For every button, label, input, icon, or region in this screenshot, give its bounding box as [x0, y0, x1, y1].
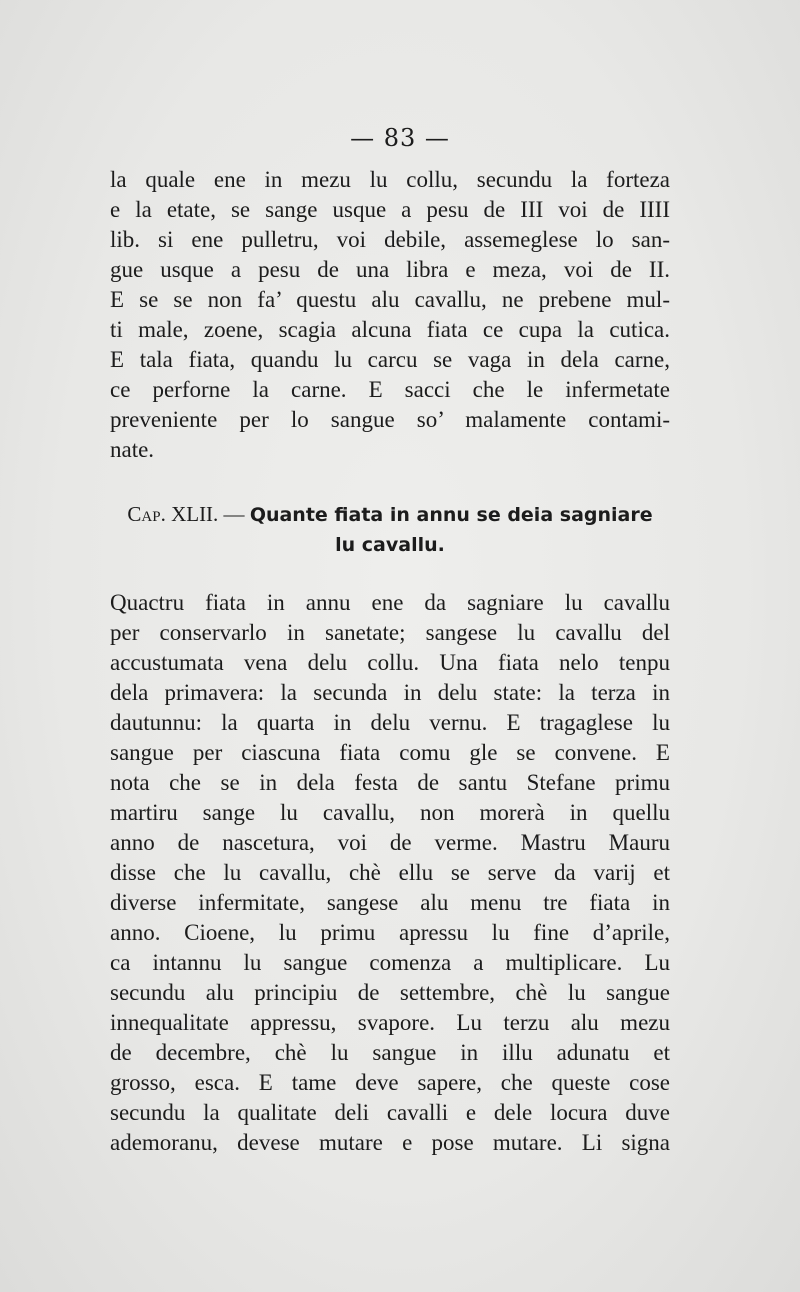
text-line: Quactru fiata in annu ene da sagniare lu cavallu [110, 590, 670, 615]
text-line: per conservarlo in sanetate; sangese lu cavallu del [110, 620, 670, 645]
text-line: anno de nascetura, voi de verme. Mastru Mauru [110, 830, 670, 855]
text-line: grosso, esca. E tame deve sapere, che queste cose [110, 1070, 670, 1095]
text-line: lib. si ene pulletru, voi debile, assemeglese lo san- [110, 227, 670, 252]
text-line: la quale ene in mezu lu collu, secundu la forteza [110, 167, 670, 192]
text-line: dela primavera: la secunda in delu state: la terza in [110, 680, 670, 705]
text-line: gue usque a pesu de una libra e meza, voi de II. [110, 257, 670, 282]
text-line: ademoranu, devese mutare e pose mutare. Li signa [110, 1130, 670, 1155]
text-line: accustumata vena delu collu. Una fiata nelo tenpu [110, 650, 670, 675]
text-line: secundu alu principiu de settembre, chè lu sangue [110, 980, 670, 1005]
chapter-paragraph [110, 588, 670, 1158]
text-line: martiru sange lu cavallu, non morerà in quellu [110, 800, 670, 825]
text-line: disse che lu cavallu, chè ellu se serve da varij et [110, 860, 670, 885]
page-number: — 83 — [350, 124, 450, 152]
chapter-heading [110, 500, 670, 560]
text-line: ti male, zoene, scagia alcuna fiata ce cupa la cutica. [110, 317, 670, 342]
text-line: sangue per ciascuna fiata comu gle se convene. E [110, 740, 670, 765]
text-line: ca intannu lu sangue comenza a multiplicare. Lu [110, 950, 670, 975]
text-line: ce perforne la carne. E sacci che le infermetate [110, 377, 670, 402]
chapter-title-line-1: Quante fiata in annu se deia sagniare [249, 504, 653, 526]
text-line: anno. Cioene, lu primu apressu lu fine d’aprile, [110, 920, 670, 945]
text-line: E tala fiata, quandu lu carcu se vaga in dela carne, [110, 347, 670, 372]
text-line: nota che se in dela festa de santu Stefane primu [110, 770, 670, 795]
text-line: innequalitate appressu, svapore. Lu terzu alu mezu [110, 1010, 670, 1035]
text-line: e la etate, se sange usque a pesu de III voi de IIII [110, 197, 670, 222]
text-line: de decembre, chè lu sangue in illu adunatu et [110, 1040, 670, 1065]
text-line: nate. [110, 437, 155, 462]
text-line: diverse infermitate, sangese alu menu tre fiata in [110, 890, 670, 915]
text-line: preveniente per lo sangue so’ malamente contami- [110, 407, 670, 432]
text-line: E se se non fa’ questu alu cavallu, ne prebene mul- [110, 287, 670, 312]
chapter-label: Cap. XLII. — [127, 502, 245, 526]
chapter-title-line-2: lu cavallu. [335, 534, 445, 556]
paragraph-continued [110, 165, 670, 465]
text-line: dautunnu: la quarta in delu vernu. E tragaglese lu [110, 710, 670, 735]
text-line: secundu la qualitate deli cavalli e dele locura duve [110, 1100, 670, 1125]
